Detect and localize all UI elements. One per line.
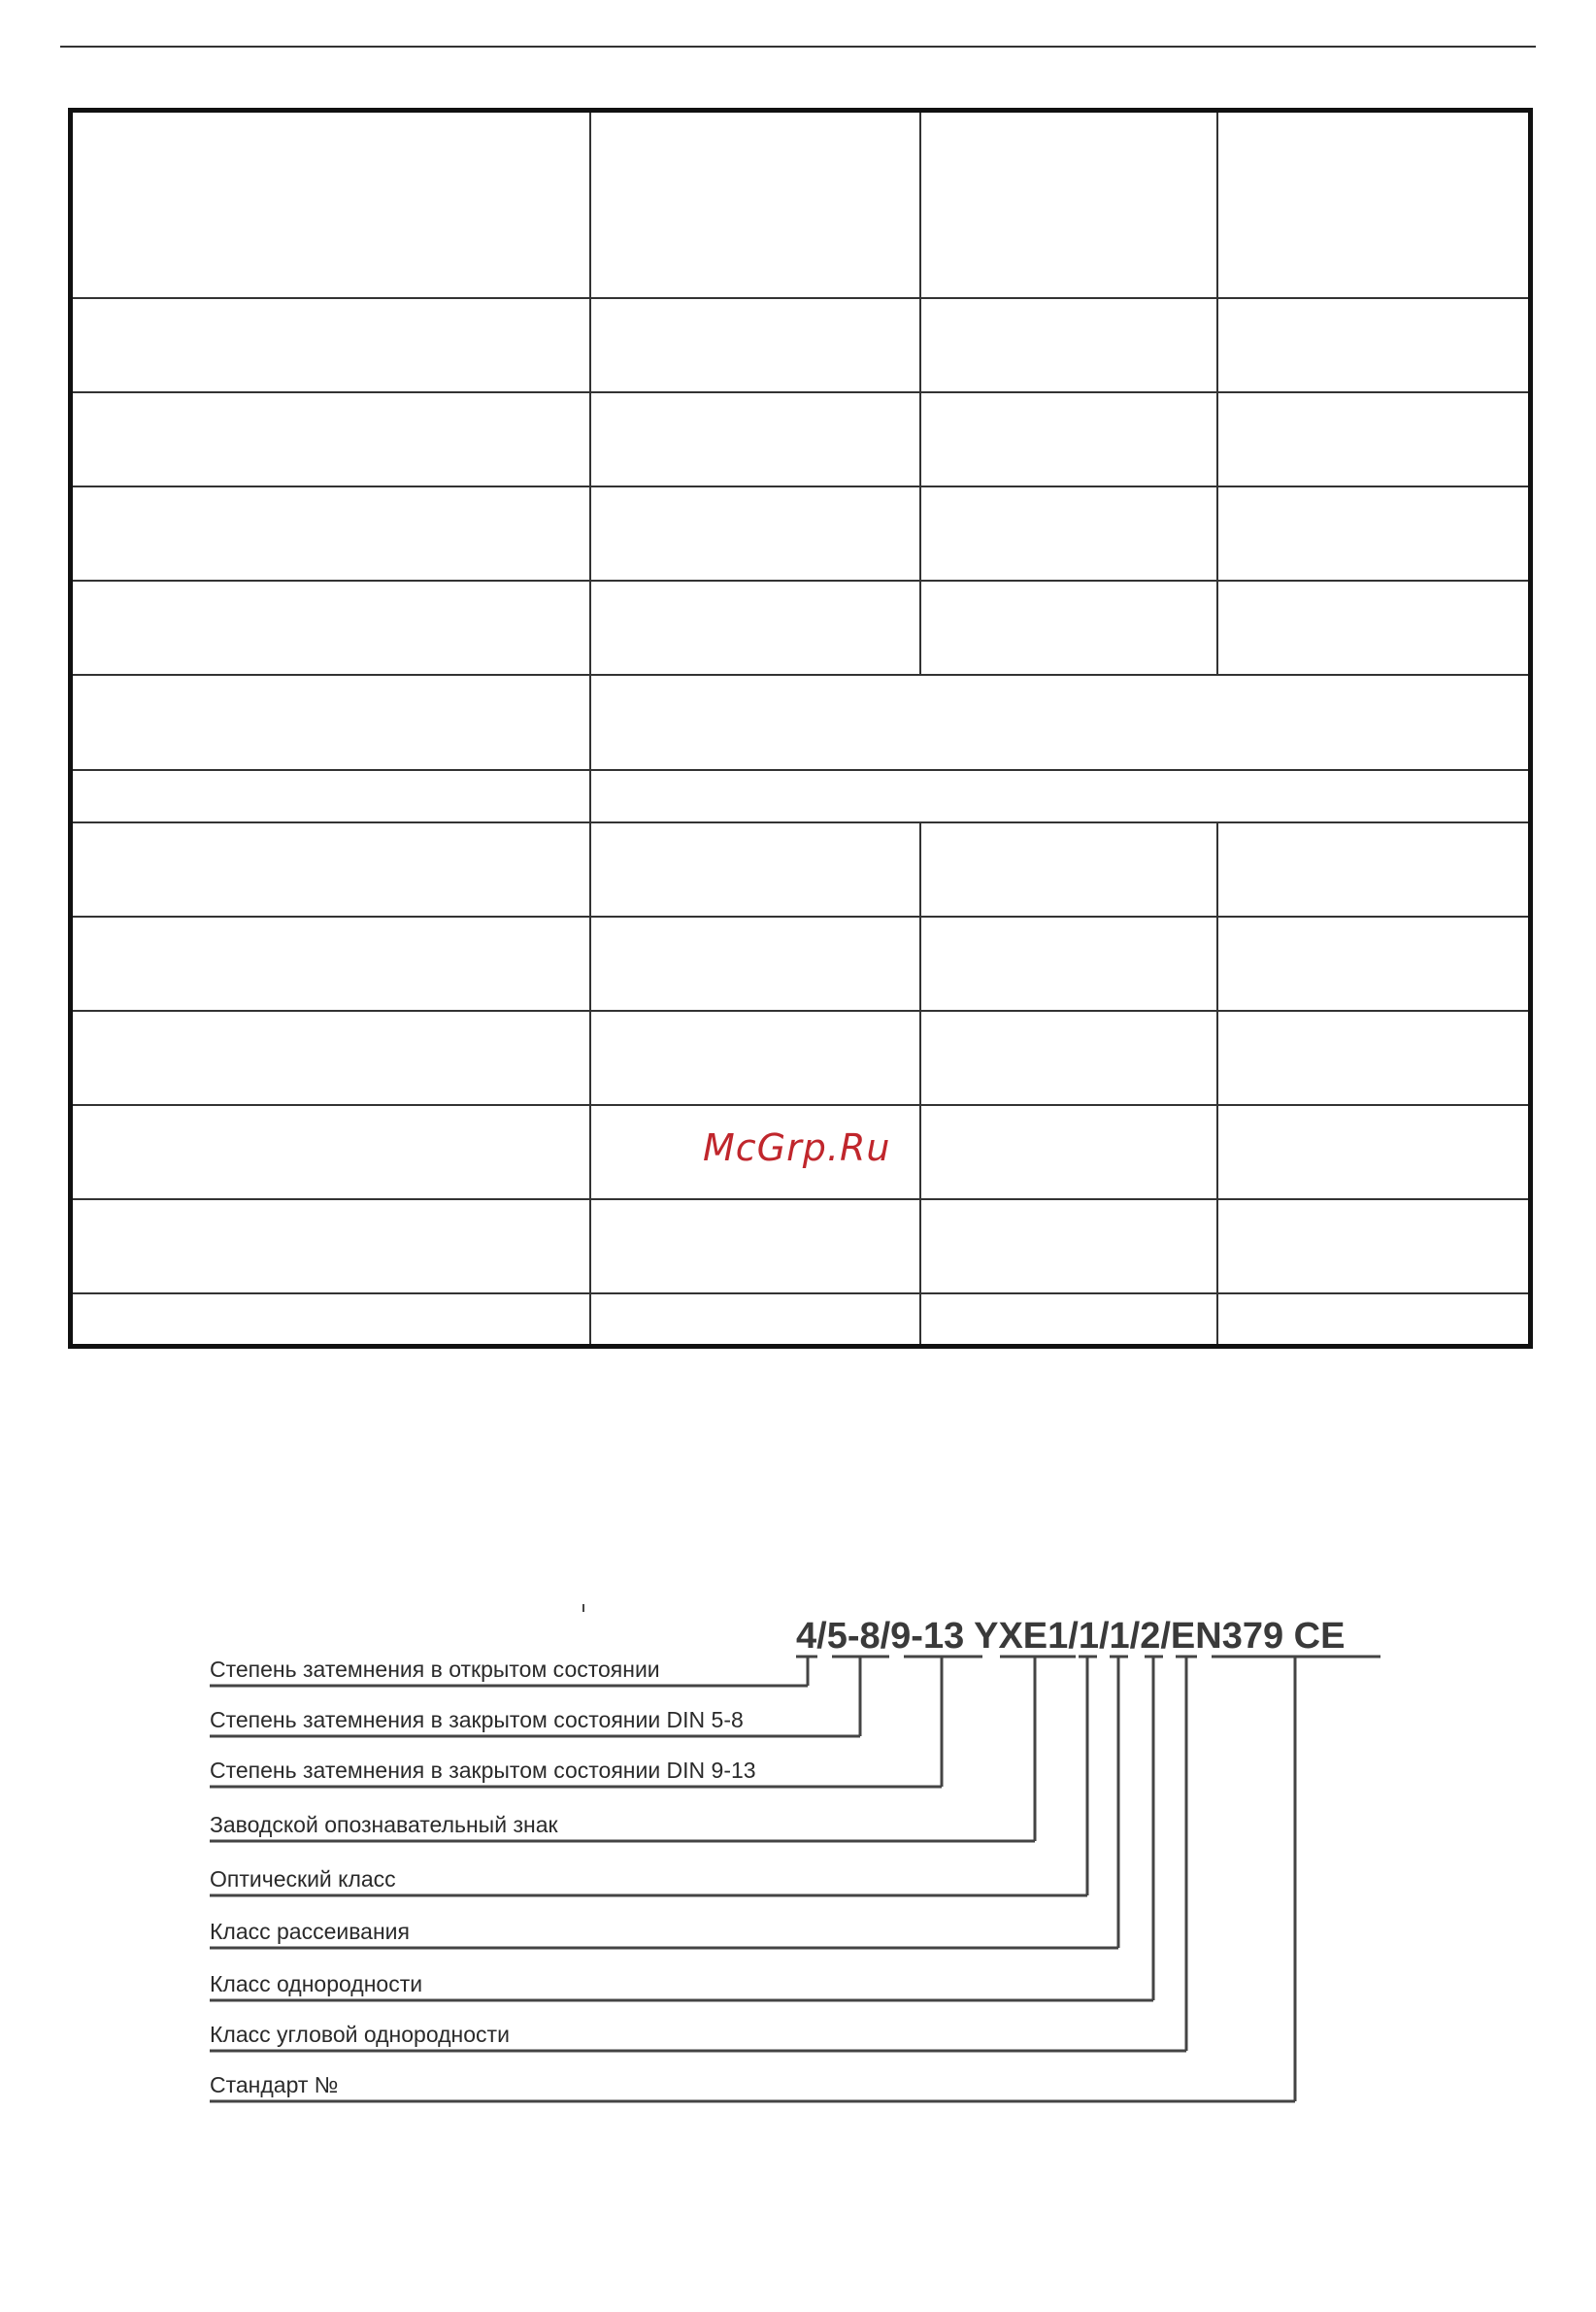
watermark: McGrp.Ru [703,1126,891,1169]
legend-label-homogeneity-class: Класс однородности [210,1971,423,1996]
legend-label-optical-class: Оптический класс [210,1866,396,1892]
legend-label-standard-number: Стандарт № [210,2072,339,2097]
marking-code: 4/5-8/9-13 YXE1/1/1/2/EN379 CE [796,1616,1346,1657]
legend-label-angular-homogeneity-class: Класс угловой однородности [210,2022,510,2047]
legend-label-closed-shade-5-8: Степень затемнения в закрытом состоянии DIN 5-8 [210,1707,744,1732]
legend-label-open-shade: Степень затемнения в открытом состоянии [210,1657,660,1682]
legend-label-closed-shade-9-13: Степень затемнения в закрытом состоянии DIN 9-13 [210,1758,756,1783]
legend-label-manufacturer-mark: Заводской опознавательный знак [210,1812,558,1837]
legend-label-diffusion-class: Класс рассеивания [210,1919,410,1944]
